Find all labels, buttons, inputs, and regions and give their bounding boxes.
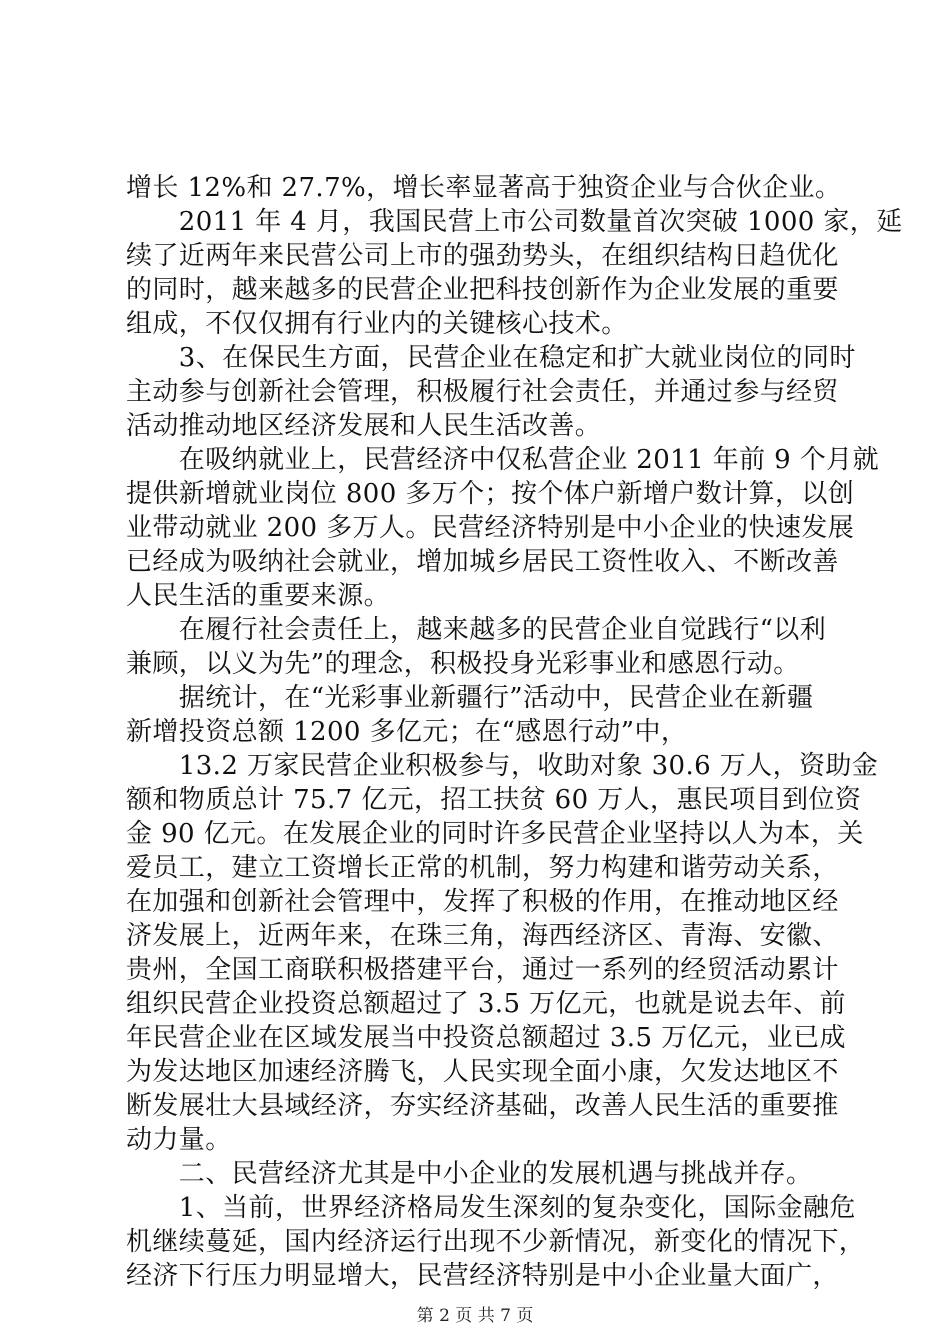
text-line: 断发展壮大县域经济，夯实经济基础，改善人民生活的重要推 xyxy=(126,1091,839,1121)
text-line: 主动参与创新社会管理，积极履行社会责任，并通过参与经贸 xyxy=(126,377,839,407)
text-line: 提供新增就业岗位 800 多万个；按个体户新增户数计算，以创 xyxy=(126,479,855,509)
text-line: 增长 12%和 27.7%，增长率显著高于独资企业与合伙企业。 xyxy=(126,173,842,203)
text-line: 2011 年 4 月，我国民营上市公司数量首次突破 1000 家，延 xyxy=(126,207,903,237)
text-line: 动力量。 xyxy=(126,1125,232,1155)
text-line: 在履行社会责任上，越来越多的民营企业自觉践行“以利 xyxy=(126,615,827,645)
text-line: 机继续蔓延，国内经济运行出现不少新情况，新变化的情况下， xyxy=(126,1227,866,1257)
text-line: 续了近两年来民营公司上市的强劲势头，在组织结构日趋优化 xyxy=(126,241,839,271)
text-line: 新增投资总额 1200 多亿元；在“感恩行动”中， xyxy=(126,717,688,747)
text-line: 据统计，在“光彩事业新疆行”活动中，民营企业在新疆 xyxy=(126,683,814,713)
text-line: 兼顾，以义为先”的理念，积极投身光彩事业和感恩行动。 xyxy=(126,649,800,679)
text-line: 经济下行压力明显增大，民营经济特别是中小企业量大面广， xyxy=(126,1261,839,1291)
page-number-footer: 第 2 页 共 7 页 xyxy=(416,1306,534,1326)
text-line: 爱员工，建立工资增长正常的机制，努力构建和谐劳动关系， xyxy=(126,853,839,883)
text-line: 1、当前，世界经济格局发生深刻的复杂变化，国际金融危 xyxy=(126,1193,856,1223)
text-line: 人民生活的重要来源。 xyxy=(126,581,391,611)
text-line: 在加强和创新社会管理中，发挥了积极的作用，在推动地区经 xyxy=(126,887,839,917)
text-line: 3、在保民生方面，民营企业在稳定和扩大就业岗位的同时 xyxy=(126,343,856,373)
text-line: 业带动就业 200 多万人。民营经济特别是中小企业的快速发展 xyxy=(126,513,855,543)
text-line: 贵州，全国工商联积极搭建平台，通过一系列的经贸活动累计 xyxy=(126,955,839,985)
text-line: 济发展上，近两年来，在珠三角，海西经济区、青海、安徽、 xyxy=(126,921,839,951)
text-line: 为发达地区加速经济腾飞，人民实现全面小康，欠发达地区不 xyxy=(126,1057,839,1087)
text-line: 的同时，越来越多的民营企业把科技创新作为企业发展的重要 xyxy=(126,275,839,305)
text-line: 已经成为吸纳社会就业，增加城乡居民工资性收入、不断改善 xyxy=(126,547,839,577)
text-line: 年民营企业在区域发展当中投资总额超过 3.5 万亿元，业已成 xyxy=(126,1023,846,1053)
text-line: 活动推动地区经济发展和人民生活改善。 xyxy=(126,411,602,441)
text-line: 13.2 万家民营企业积极参与，收助对象 30.6 万人，资助金 xyxy=(126,751,879,781)
text-line: 在吸纳就业上，民营经济中仅私营企业 2011 年前 9 个月就 xyxy=(126,445,879,475)
text-line: 组织民营企业投资总额超过了 3.5 万亿元，也就是说去年、前 xyxy=(126,989,846,1019)
section-heading: 二、民营经济尤其是中小企业的发展机遇与挑战并存。 xyxy=(126,1159,813,1189)
text-line: 组成，不仅仅拥有行业内的关键核心技术。 xyxy=(126,309,628,339)
text-line: 额和物质总计 75.7 亿元，招工扶贫 60 万人，惠民项目到位资 xyxy=(126,785,862,815)
text-line: 金 90 亿元。在发展企业的同时许多民营企业坚持以人为本，关 xyxy=(126,819,864,849)
